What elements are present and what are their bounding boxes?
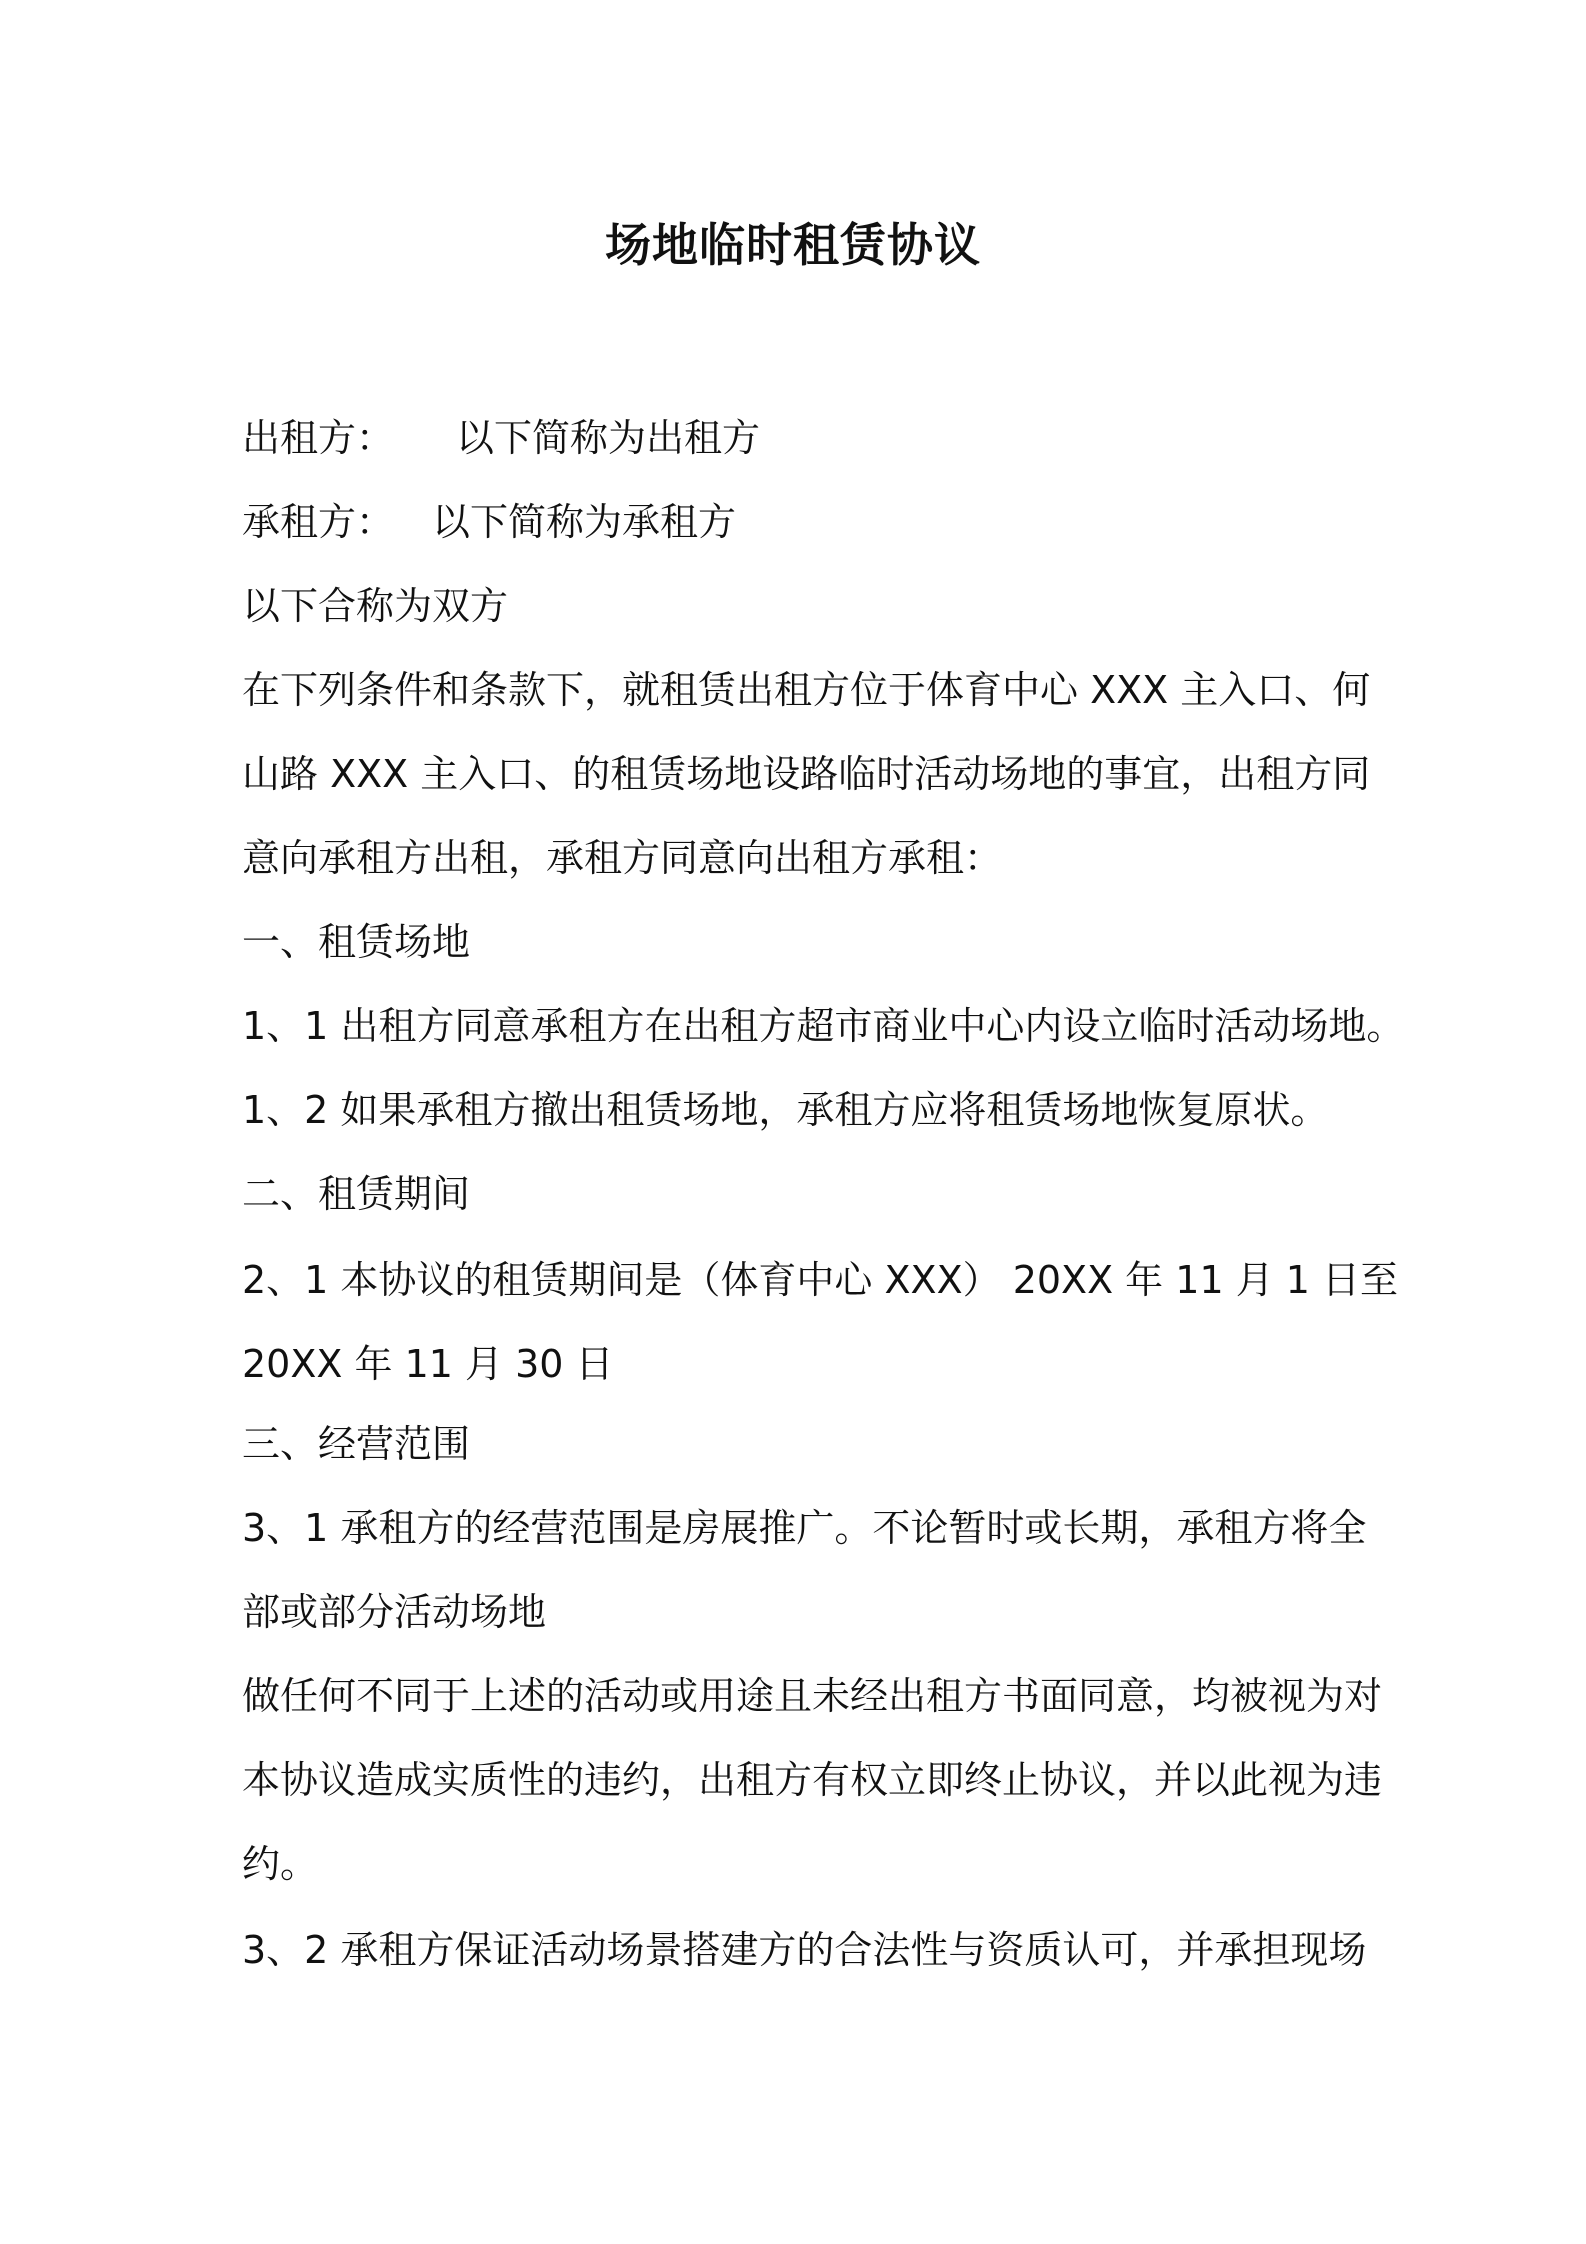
clause-line: 约。 <box>242 1842 319 1886</box>
lessor-label: 出租方： <box>242 416 395 460</box>
clause-line: 2、1 本协议的租赁期间是（体育中心 XXX） 20XX 年 11 月 1 日至 <box>242 1258 1399 1302</box>
lessee-note: 以下简称为承租方 <box>432 500 737 544</box>
section-heading: 二、租赁期间 <box>242 1172 471 1216</box>
clause-line: 1、1 出租方同意承租方在出租方超市商业中心内设立临时活动场地。 <box>242 1004 1405 1048</box>
combined-parties-line: 以下合称为双方 <box>242 584 509 628</box>
clause-line: 1、2 如果承租方撤出租赁场地，承租方应将租赁场地恢复原状。 <box>242 1088 1329 1132</box>
clause-line: 3、1 承租方的经营范围是房展推广。不论暂时或长期，承租方将全 <box>242 1506 1367 1550</box>
lessor-line <box>242 408 760 468</box>
lessee-line <box>242 492 736 552</box>
clause-line: 本协议造成实质性的违约，出租方有权立即终止协议，并以此视为违 <box>242 1758 1383 1802</box>
lessor-note: 以下简称为出租方 <box>456 416 761 460</box>
clause-line: 部或部分活动场地 <box>242 1590 547 1634</box>
clause-line: 做任何不同于上述的活动或用途且未经出租方书面同意，均被视为对 <box>242 1674 1383 1718</box>
document-title: 场地临时租赁协议 <box>605 218 981 272</box>
section-heading: 一、租赁场地 <box>242 920 471 964</box>
clause-line: 3、2 承租方保证活动场景搭建方的合法性与资质认可，并承担现场 <box>242 1928 1367 1972</box>
preamble-line: 意向承租方出租，承租方同意向出租方承租： <box>242 836 1003 880</box>
section-heading: 三、经营范围 <box>242 1422 471 1466</box>
preamble-line: 在下列条件和条款下，就租赁出租方位于体育中心 XXX 主入口、何 <box>242 668 1371 712</box>
clause-line: 20XX 年 11 月 30 日 <box>242 1342 614 1386</box>
lessee-label: 承租方： <box>242 500 395 544</box>
preamble-line: 山路 XXX 主入口、的租赁场地设路临时活动场地的事宜，出租方同 <box>242 752 1371 796</box>
